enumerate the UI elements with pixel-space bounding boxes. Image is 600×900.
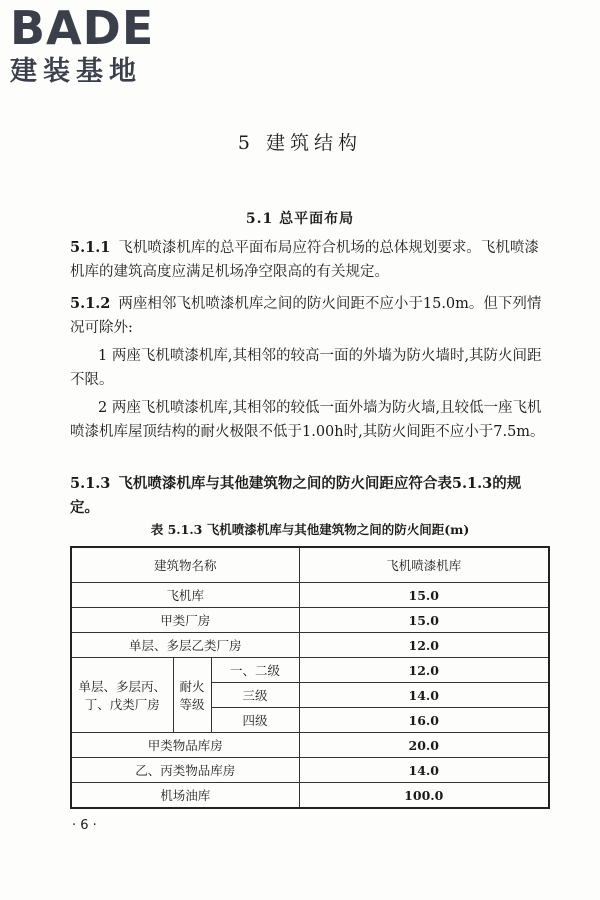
logo-main-text: BADE	[10, 1, 155, 55]
clause-text: 飞机喷漆机库的总平面布局应符合机场的总体规划要求。飞机喷漆机库的建筑高度应满足机场净空限高的有关规定。	[70, 240, 539, 280]
logo-sub-text: 建装基地	[10, 56, 142, 87]
clause-5-1-1	[70, 236, 550, 284]
table-row	[71, 733, 549, 758]
clause-5-1-2-item-1	[70, 344, 550, 392]
header-hangar: 飞机喷漆机库	[299, 547, 549, 583]
section-title: 5.1 总平面布局	[245, 211, 355, 227]
row-value: 12.0	[299, 633, 549, 658]
table-row	[71, 658, 549, 683]
grade-name: 三级	[211, 683, 299, 708]
table-row	[71, 608, 549, 633]
fire-distance-table	[70, 546, 550, 809]
row-value: 14.0	[299, 758, 549, 783]
table-row	[71, 583, 549, 608]
clause-number: 5.1.3	[70, 475, 111, 492]
item-text: 2 两座飞机喷漆机库,其相邻的较低一面外墙为防火墙,且较低一座飞机喷漆机库屋顶结构的耐火极限不低于1.00h时,其防火间距不应小于7.5m。	[70, 400, 545, 440]
group-name: 单层、多层丙、丁、戊类厂房	[71, 658, 173, 733]
logo	[10, 1, 175, 88]
row-value: 20.0	[299, 733, 549, 758]
clause-number: 5.1.2	[70, 295, 111, 312]
grade-name: 四级	[211, 708, 299, 733]
table-caption: 表 5.1.3 飞机喷漆机库与其他建筑物之间的防火间距(m)	[150, 522, 470, 537]
row-value: 15.0	[299, 608, 549, 633]
clause-5-1-3	[70, 472, 550, 520]
table-row	[71, 758, 549, 783]
clause-number: 5.1.1	[70, 239, 111, 256]
page-number: · 6 ·	[72, 818, 97, 833]
clause-text: 飞机喷漆机库与其他建筑物之间的防火间距应符合表5.1.3的规定。	[70, 475, 522, 516]
row-value: 100.0	[299, 783, 549, 809]
item-text: 1 两座飞机喷漆机库,其相邻的较高一面的外墙为防火墙时,其防火间距不限。	[70, 348, 542, 388]
table-header-row	[71, 547, 549, 583]
row-value: 16.0	[299, 708, 549, 733]
row-value: 15.0	[299, 583, 549, 608]
row-value: 14.0	[299, 683, 549, 708]
row-name: 飞机库	[71, 583, 299, 608]
row-name: 单层、多层乙类厂房	[71, 633, 299, 658]
table-row	[71, 783, 549, 809]
row-name: 乙、丙类物品库房	[71, 758, 299, 783]
chapter-title: 5 建筑结构	[237, 132, 363, 154]
clause-text: 两座相邻飞机喷漆机库之间的防火间距不应小于15.0m。但下列情况可除外:	[70, 296, 542, 336]
row-name: 甲类厂房	[71, 608, 299, 633]
clause-5-1-2-item-2	[70, 396, 550, 444]
grade-name: 一、二级	[211, 658, 299, 683]
row-value: 12.0	[299, 658, 549, 683]
row-name: 机场油库	[71, 783, 299, 809]
group-subname: 耐火等级	[173, 658, 211, 733]
clause-5-1-2	[70, 292, 550, 340]
header-building-name: 建筑物名称	[71, 547, 299, 583]
table-row	[71, 633, 549, 658]
row-name: 甲类物品库房	[71, 733, 299, 758]
